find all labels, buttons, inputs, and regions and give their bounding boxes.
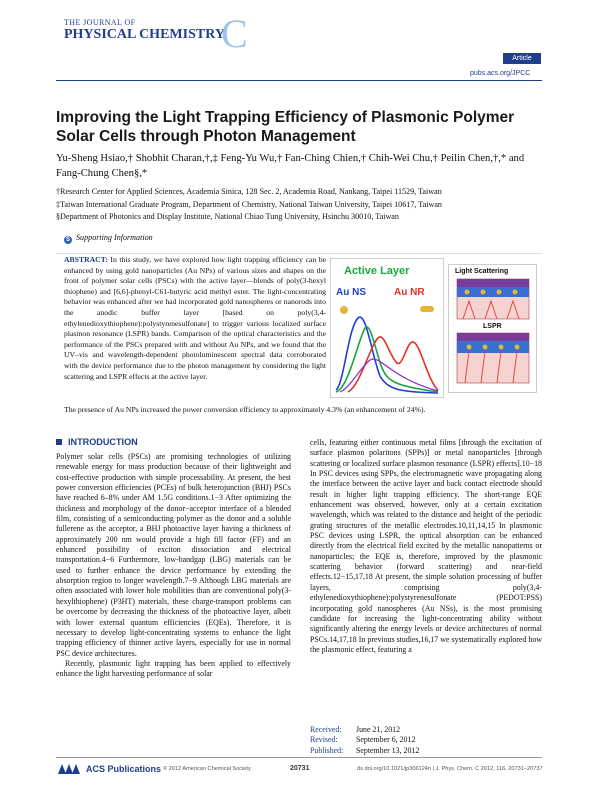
journal-logo	[56, 11, 248, 68]
section-bullet-icon	[56, 439, 62, 445]
affiliation-2: ‡Taiwan International Graduate Program, Department of Chemistry, National Taiwan University, Taipei 10617, Taiwan	[56, 199, 442, 209]
journal-name-line1: THE JOURNAL OF	[64, 18, 136, 27]
toc-graphic	[330, 258, 535, 398]
footer-divider	[56, 757, 542, 758]
publisher-name: ACS Publications	[86, 764, 162, 774]
author-list: Yu-Sheng Hsiao,† Shobhit Charan,†,‡ Feng-Yu Wu,† Fan-Ching Chien,† Chih-Wei Chu,† Peilin Chen,†,* and Fang-Chung Chen§,*	[56, 153, 525, 179]
light-scattering-label: Light Scattering	[455, 268, 509, 275]
spectra-plot	[330, 258, 444, 398]
affiliations	[56, 186, 542, 224]
date-value: September 13, 2012	[356, 745, 420, 755]
right-column	[310, 438, 542, 655]
device-schematics-panel	[448, 264, 537, 393]
date-label: Published:	[310, 745, 344, 755]
affiliation-3: §Department of Photonics and Display Institute, National Chiao Tung University, Hsinchu 30010, Taiwan	[56, 212, 399, 222]
page-number: 20731	[290, 765, 310, 772]
au-ns-label: Au NS	[336, 287, 366, 298]
date-revised	[310, 735, 419, 745]
abstract-body	[64, 255, 326, 382]
spectra-panel	[330, 258, 444, 398]
au-nr-particle	[420, 306, 434, 312]
doi-citation[interactable]: dx.doi.org/10.1021/jp306124n | J. Phys. Chem. C 2012, 116, 20731−20737	[357, 766, 543, 772]
supporting-info-link[interactable]	[64, 233, 153, 244]
affiliation-1: †Research Center for Applied Sciences, Academia Sinica, 128 Sec. 2, Academia Road, Nankang, Taipei 11529, Taiwan	[56, 187, 442, 196]
date-value: June 21, 2012	[356, 725, 401, 734]
date-label: Received:	[310, 725, 342, 734]
acs-logo-icon	[56, 762, 82, 776]
left-column	[56, 452, 291, 680]
abstract-text: In this study, we have explored how light trapping efficiency can be enhanced by using gold nanoparticles (Au NPs) of various sizes and shapes on the front of polymer solar cells (PSCs) with the active layer—blends of poly(3-hexyl thiophene) and [6,6]-phenyl-C61-butyric acid methyl ester. The light-concentrating behavior was enhanced after we had incorporated gold nanospheres or nanorods into the anodic buffer layer [based on poly(3,4-ethylenedioxythiophene):polystyrenesulfonate] to trigger various localized surface plasmon resonance (LSPR) bands. Comparison of the optical characteristics and the performance of the PSCs prepared with and without Au NPs, and we found that the UV–vis and wavelength-dependent photoluminescent spectral data corroborated with the device performance due to the photon management by considering the light scattering and LSPR effects at the active layer.	[64, 255, 326, 381]
introduction-heading-text: INTRODUCTION	[68, 437, 138, 447]
abstract-label: ABSTRACT:	[64, 255, 108, 264]
intro-paragraph-2: Recently, plasmonic light trapping has been applied to effectively enhance the light harvesting performance of solar	[56, 658, 291, 679]
supporting-info-icon: S	[65, 237, 70, 243]
intro-paragraph-continued: cells, featuring either continuous metal films [through the excitation of surface plasmon polaritons (SPPs)] or metal nanoparticles [through scattering or localized surface plasmon resonance (LSPR) effects].10−18 In PSC devices using SPPs, the electromagnetic wave propagating along the interface between the active layer and back contact electrode should result in higher light trapping efficiency. The short-range EQE enhancement was observed, however, only at a certain excitation wavelength, which was related to the distance and height of the periodic grating structures of the metallic electrodes.10,11,14,15 In plasmonic PSC devices using LSPR, the optical absorption can be enhanced directly from the electrical field excited by the metallic nanopatterns or nanoparticles; the EQE is, therefore, improved by the plasmonic scattering behavior (forward scattering) and near-field effects.12−15,17,18 At present, the simple solution processing of buffer layers, comprising poly(3,4-ethylenedioxythiophene):polystyrenesulfonate (PEDOT:PSS) incorporating gold nanospheres (Au NSs), is the most promising candidate for increasing the light-concentrating ability without significantly altering the energy levels or device architectures of normal PSCs.14,17,18 In previous studies,16,17 we systematically explored how the plasmonic effect, featuring a	[310, 438, 542, 654]
date-published	[310, 746, 419, 756]
article-title: Improving the Light Trapping Efficiency of Plasmonic Polymer Solar Cells through Photon Management	[56, 109, 515, 145]
journal-logo-letter: C	[221, 11, 248, 56]
header-divider	[56, 80, 542, 81]
lspr-label: LSPR	[483, 323, 502, 330]
journal-name-line2: PHYSICAL CHEMISTRY	[64, 27, 225, 42]
date-value: September 6, 2012	[356, 735, 416, 745]
intro-paragraph-1: Polymer solar cells (PSCs) are promising technologies of utilizing renewable energy for mass production because of their lightweight and cost-effective production with simple processability. At present, the best power conversion efficiencies (PCEs) of bulk heterojunction (BHJ) PSCs have reached 6–8% under AM 1.5G conditions.1−3 After optimizing the thickness and morphology of the donor−acceptor interface of a blended film, consisting of a semiconducting polymer as the donor and a soluble fullerene as the acceptor, a BHJ photoactive layer having a thickness of approximately 200 nm would provide a high fill factor (FF) and an enhanced possibility of exciton dissociation and electrical transportation.4−6 Furthermore, low-bandgap (LBG) materials can be used to further enhance the device performance by extending the absorption region to longer wavelength.7−9 Although LBG materials are often associated with lower hole mobilities than are conventional poly(3-hexylthiophene) (P3HT) materials, these charge-transport problems can be overcome by decreasing the thickness of the photoactive layer, albeit with lower external quantum efficiencies (EQEs). Therefore, it is necessary to develop light-concentrating systems to enhance the light trapping efficiency of thinner active layers, especially for use in normal PSC device architectures.	[56, 452, 291, 658]
abstract-last-line: The presence of Au NPs increased the power conversion efficiency to approximately 4.3% (an enhancement of 24%).	[64, 405, 426, 414]
copyright-notice: © 2012 American Chemical Society	[163, 766, 251, 772]
au-ns-particle	[340, 306, 348, 314]
date-received	[310, 725, 419, 735]
supporting-info-label: Supporting Information	[76, 233, 153, 242]
introduction-heading	[56, 437, 138, 447]
article-type-badge: Article	[503, 53, 541, 64]
au-nr-label: Au NR	[394, 287, 425, 298]
active-layer-label: Active Layer	[344, 265, 410, 277]
publication-dates	[310, 725, 419, 756]
journal-url-link[interactable]: pubs.acs.org/JPCC	[470, 70, 531, 77]
date-label: Revised:	[310, 735, 338, 745]
